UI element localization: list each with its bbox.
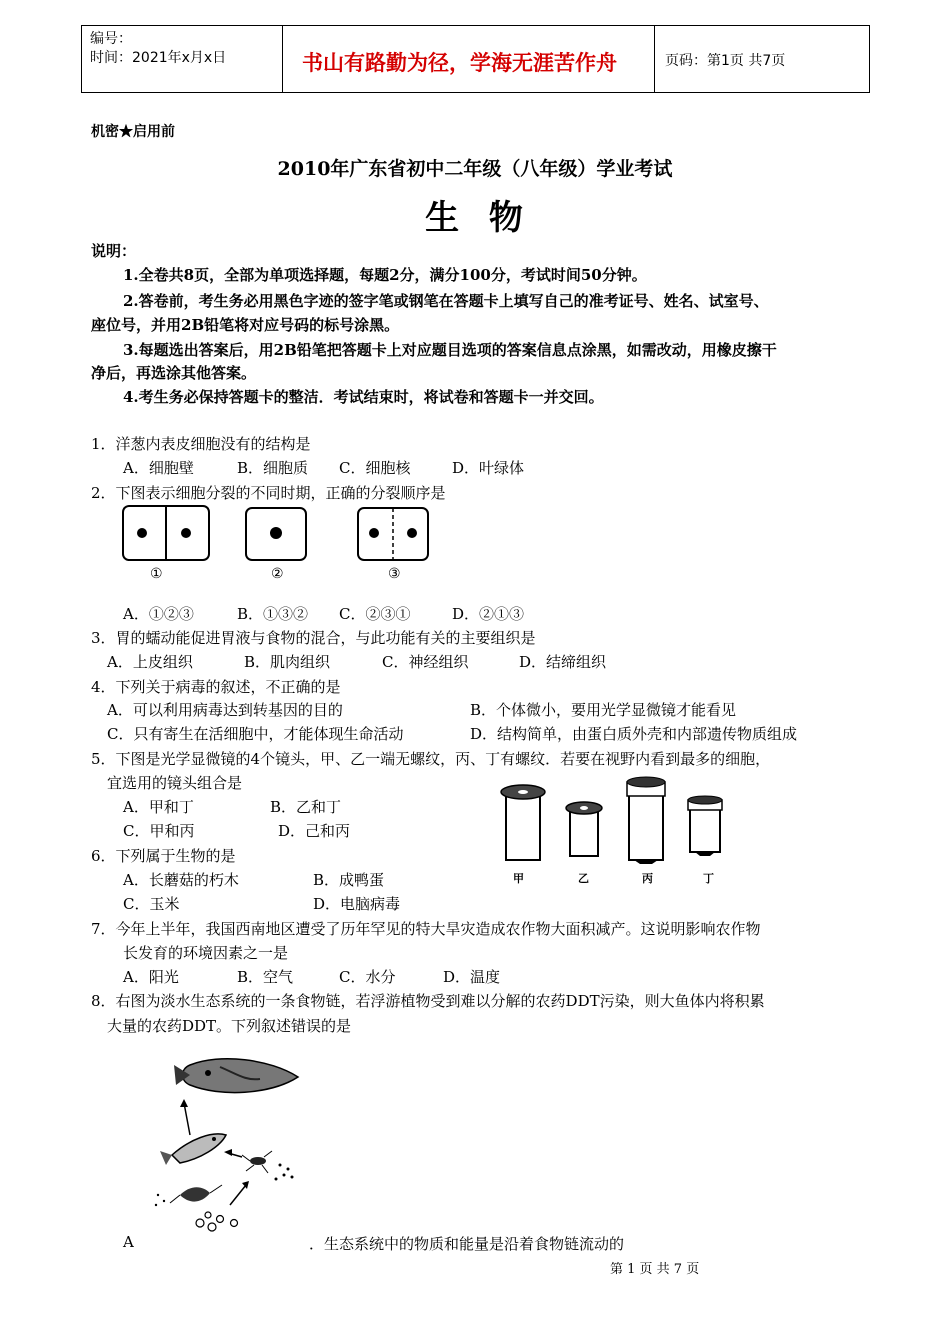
lens-bing bbox=[627, 777, 665, 864]
option-a: A．可以利用病毒达到转基因的目的 bbox=[107, 701, 343, 719]
option-b: B．空气 bbox=[237, 968, 294, 986]
instruction-item: 4.考生务必保持答题卡的整洁．考试结束时，将试卷和答题卡一并交回。 bbox=[123, 388, 604, 406]
option-a: A．细胞壁 bbox=[123, 459, 194, 477]
confidential-mark: 机密★启用前 bbox=[91, 124, 175, 140]
food-chain-figure bbox=[150, 1055, 310, 1235]
question-stem: 1．洋葱内表皮细胞没有的结构是 bbox=[91, 435, 311, 453]
option-d: D．己和丙 bbox=[278, 822, 351, 840]
cell-division-stage-1 bbox=[123, 506, 209, 560]
option-a: A．①②③ bbox=[123, 605, 194, 623]
cell-division-stage-2 bbox=[246, 508, 306, 560]
question-stem-continued: 大量的农药DDT。下列叙述错误的是 bbox=[107, 1017, 352, 1035]
figure-label: ③ bbox=[388, 566, 401, 582]
aquatic-insect bbox=[242, 1151, 272, 1173]
question-stem: 5．下图是光学显微镜的4个镜头，甲、乙一端无螺纹，丙、丁有螺纹．若要在视野内看到最多的细胞， bbox=[91, 750, 771, 768]
header-page-code: 页码：第1页 共7页 bbox=[665, 53, 786, 69]
option-c: C．细胞核 bbox=[339, 459, 411, 477]
cell-division-stage-3 bbox=[358, 508, 428, 560]
lens-yi bbox=[566, 802, 602, 856]
instruction-item: 3.每题选出答案后，用2B铅笔把答题卡上对应题目选项的答案信息点涂黑，如需改动，用橡皮擦干 bbox=[123, 341, 777, 359]
microscope-lenses-figure bbox=[494, 776, 744, 866]
option-b: B．细胞质 bbox=[237, 459, 309, 477]
instructions-heading: 说明： bbox=[91, 242, 137, 260]
question-stem: 2．下图表示细胞分裂的不同时期，正确的分裂顺序是 bbox=[91, 484, 446, 502]
option-c: C．水分 bbox=[339, 968, 396, 986]
question-stem: 3．胃的蠕动能促进胃液与食物的混合，与此功能有关的主要组织是 bbox=[91, 629, 536, 647]
header-divider bbox=[282, 26, 283, 92]
shrimp bbox=[170, 1185, 222, 1203]
phytoplankton bbox=[196, 1212, 238, 1231]
instruction-item: 净后，再选涂其他答案。 bbox=[91, 364, 257, 382]
header-number-label: 编号： bbox=[90, 31, 132, 47]
option-d: D．②①③ bbox=[452, 605, 525, 623]
cell-division-figure bbox=[118, 500, 448, 570]
option-a-text: ．生态系统中的物质和能量是沿着食物链流动的 bbox=[309, 1235, 625, 1253]
big-fish bbox=[174, 1059, 298, 1093]
option-a: A．阳光 bbox=[123, 968, 179, 986]
option-c: C．神经组织 bbox=[382, 653, 469, 671]
option-b: B．肌肉组织 bbox=[244, 653, 331, 671]
lens-jia bbox=[501, 785, 545, 860]
question-stem: 8．右图为淡水生态系统的一条食物链，若浮游植物受到难以分解的农药DDT污染，则大鱼体内将积累 bbox=[91, 992, 765, 1010]
instruction-item: 1.全卷共8页，全部为单项选择题，每题2分，满分100分，考试时间50分钟。 bbox=[123, 266, 647, 284]
lens-label: 甲 bbox=[513, 872, 524, 885]
figure-label: ② bbox=[271, 566, 284, 582]
option-d: D．结缔组织 bbox=[519, 653, 607, 671]
option-c: C．②③① bbox=[339, 605, 411, 623]
header-motto: 书山有路勤为径，学海无涯苦作舟 bbox=[302, 51, 617, 75]
instruction-item: 2.答卷前，考生务必用黑色字迹的签字笔或钢笔在答题卡上填写自己的准考证号、姓名、试室号、 bbox=[123, 292, 769, 310]
header-divider bbox=[654, 26, 655, 92]
lens-label: 乙 bbox=[578, 872, 589, 885]
option-a: A bbox=[123, 1233, 134, 1251]
header-time-label: 时间：2021年x月x日 bbox=[90, 50, 227, 66]
option-d: D．温度 bbox=[443, 968, 501, 986]
lens-label: 丁 bbox=[703, 872, 714, 885]
subject-title: 生 物 bbox=[425, 198, 525, 238]
option-b: B．乙和丁 bbox=[270, 798, 342, 816]
option-b: B．个体微小，要用光学显微镜才能看见 bbox=[470, 701, 737, 719]
lens-label: 丙 bbox=[642, 872, 653, 885]
option-c: C．玉米 bbox=[123, 895, 180, 913]
question-stem: 4．下列关于病毒的叙述，不正确的是 bbox=[91, 678, 341, 696]
page-footer: 第 1 页 共 7 页 bbox=[610, 1262, 700, 1277]
instruction-item: 座位号，并用2B铅笔将对应号码的标号涂黑。 bbox=[91, 316, 400, 334]
option-c: C．只有寄生在活细胞中，才能体现生命活动 bbox=[107, 725, 404, 743]
plankton-dots bbox=[155, 1194, 165, 1206]
option-c: C．甲和丙 bbox=[123, 822, 195, 840]
option-d: D．叶绿体 bbox=[452, 459, 525, 477]
question-stem: 6．下列属于生物的是 bbox=[91, 847, 236, 865]
option-a: A．长蘑菇的朽木 bbox=[123, 871, 239, 889]
small-fish bbox=[160, 1134, 226, 1165]
question-stem-continued: 长发育的环境因素之一是 bbox=[123, 944, 289, 962]
zooplankton-dots bbox=[275, 1164, 294, 1181]
question-stem-continued: 宜选用的镜头组合是 bbox=[107, 774, 243, 792]
option-a: A．上皮组织 bbox=[107, 653, 193, 671]
option-d: D．电脑病毒 bbox=[313, 895, 401, 913]
question-stem: 7．今年上半年，我国西南地区遭受了历年罕见的特大旱灾造成农作物大面积减产。这说明影响农作物 bbox=[91, 920, 761, 938]
option-a: A．甲和丁 bbox=[123, 798, 194, 816]
option-d: D．结构简单，由蛋白质外壳和内部遗传物质组成 bbox=[470, 725, 798, 743]
lens-ding bbox=[688, 796, 722, 856]
option-b: B．①③② bbox=[237, 605, 309, 623]
exam-title: 2010年广东省初中二年级（八年级）学业考试 bbox=[277, 158, 673, 180]
option-b: B．成鸭蛋 bbox=[313, 871, 385, 889]
figure-label: ① bbox=[150, 566, 163, 582]
